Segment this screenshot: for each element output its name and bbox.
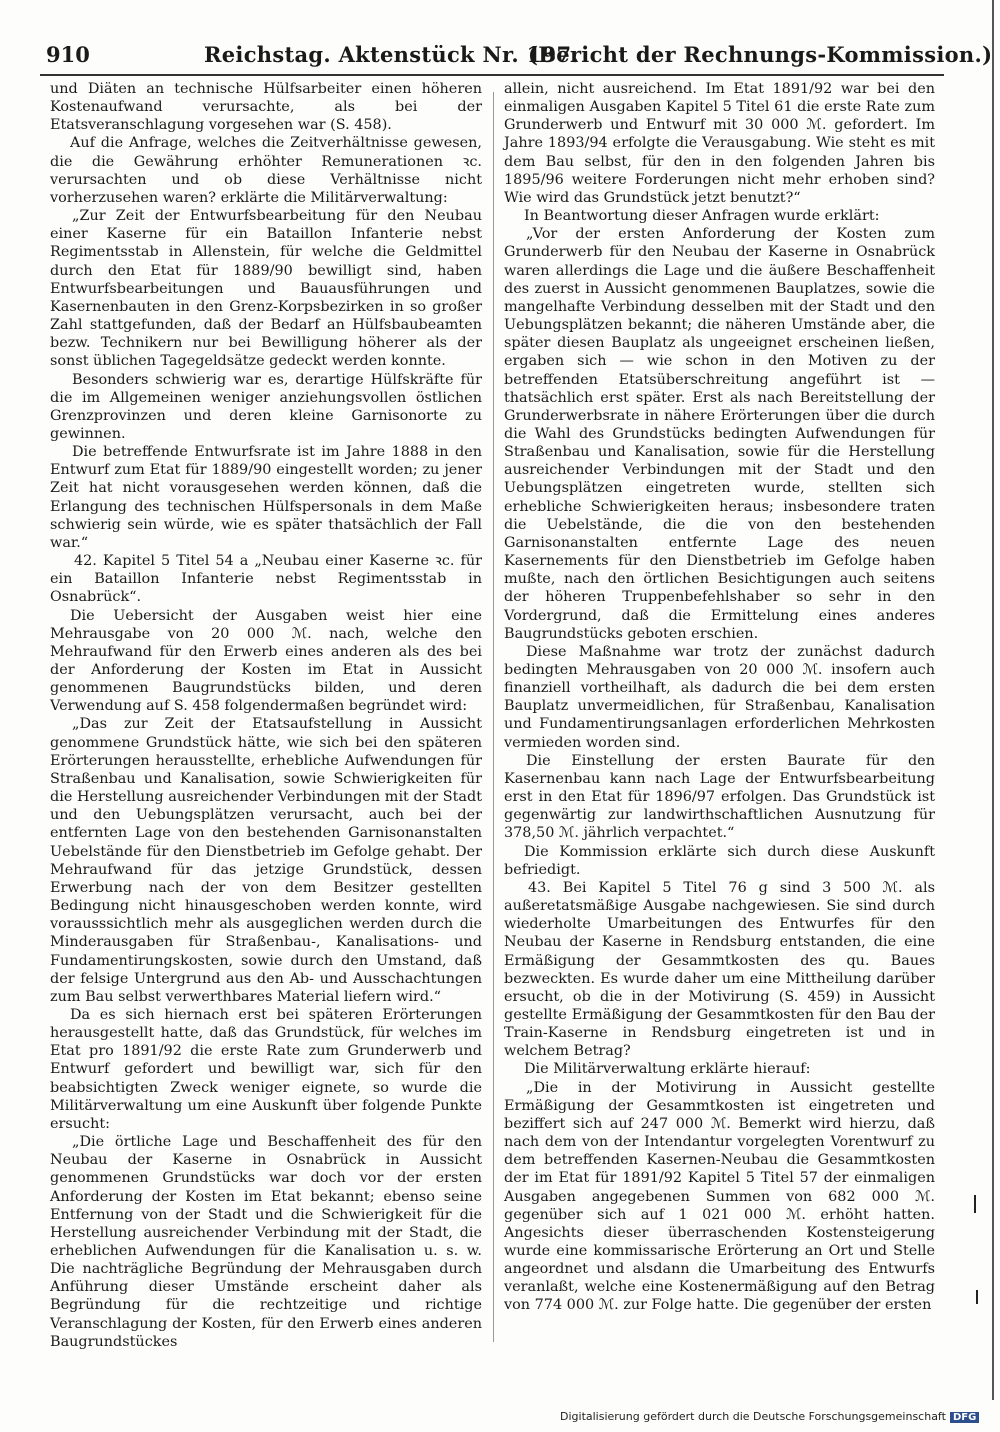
paragraph: Da es sich hiernach erst bei späteren Erörterungen herausgestellt hatte, daß das Grundstück, für welches im Etat pro 1891/92 die erste Rate zum Grunderwerb und Entwurf gefordert und bewilligt war, sich für den beabsichtigten Zweck weniger eignete, so wurde die Militärverwaltung um eine Auskunft über folgende Punkte ersucht: <box>50 1006 482 1132</box>
right-column <box>504 80 935 1315</box>
quote-paragraph: Besonders schwierig war es, derartige Hülfskräfte für die im Allgemeinen weniger anziehungsvollen östlichen Grenzprovinzen und deren kleine Garnisonorte zu gewinnen. <box>50 371 482 442</box>
footer-text: Digitalisierung gefördert durch die Deutsche Forschungsgemeinschaft <box>560 1410 946 1423</box>
paragraph: In Beantwortung dieser Anfragen wurde erklärt: <box>524 208 880 225</box>
left-column <box>50 80 482 1351</box>
section-heading: 42. Kapitel 5 Titel 54 a „Neubau einer Kaserne ꝛc. für ein Bataillon Infanterie nebst Regimentsstab in Osnabrück“. <box>50 553 482 606</box>
quote-paragraph: Die betreffende Entwurfsrate ist im Jahre 1888 in den Entwurf zum Etat für 1889/90 eingestellt worden; zu jener Zeit hat nicht vorausgesehen werden können, daß die Erlangung des technischen Hülfspersonals in dem Maße schwierig sein würde, wie es später thatsächlich der Fall war.“ <box>50 444 482 551</box>
header-rule <box>40 74 944 76</box>
paragraph: Die Uebersicht der Ausgaben weist hier eine Mehrausgabe von 20 000 ℳ. nach, welche den Mehraufwand für den Erwerb eines anderen als des bei der Anforderung der Kosten im Etat in Aussicht genommenen Baugrundstücks bilden, und deren Verwendung auf S. 458 folgendermaßen begründet wird: <box>50 607 482 715</box>
header-title: Reichstag. Aktenstück Nr. 197. <box>204 42 579 67</box>
page-edge <box>992 0 994 1400</box>
page-header <box>44 40 993 74</box>
footer <box>560 1410 990 1428</box>
quote-paragraph: „Zur Zeit der Entwurfsbearbeitung für den Neubau einer Kaserne für ein Bataillon Infanterie nebst Regimentsstab in Allenstein, für welche die Geldmittel durch den Etat für 1889/90 bewilligt sind, haben Entwurfsbearbeitungen und Bauausführungen und Kasernenbauten in den Grenz-Korpsbezirken in so großer Zahl stattgefunden, daß der Bedarf an Hülfsbaubeamten bezw. Technikern nur bei Bewilligung höherer als der sonst üblichen Tagegeldsätze gedeckt werden konnte. <box>50 208 482 370</box>
header-subtitle: (Bericht der Rechnungs-Kommission.) <box>528 42 993 67</box>
margin-mark <box>976 1290 978 1304</box>
paragraph: Die Kommission erklärte sich durch diese Auskunft befriedigt. <box>504 843 935 878</box>
section-heading: 43. Bei Kapitel 5 Titel 76 g sind 3 500 ℳ. als außeretatsmäßige Ausgabe nachgewiesen. Sie sind durch wiederholte Umarbeitungen des Entwurfes für den Neubau der Kaserne in Rendsburg entstanden, die eine Ermäßigung der Gesammtkosten des qu. Baues bezweckten. Es wurde daher um eine Mittheilung darüber ersucht, ob die in der Motivirung (S. 459) in Aussicht gestellte Ermäßigung der Gesammtkosten für den Bau der Train-Kaserne in Rendsburg eingetreten ist und in welchem Betrag? <box>504 879 935 1060</box>
quote-paragraph: „Vor der ersten Anforderung der Kosten zum Grunderwerb für den Neubau der Kaserne in Osnabrück waren allerdings die Lage und die äußere Beschaffenheit des zuerst in Aussicht genommenen Bauplatzes, sowie die mangelhafte Verbindung desselben mit der Stadt und den Uebungsplätzen bekannt; die näheren Umstände aber, die später diesen Bauplatz als ungeeignet erscheinen ließen, ergaben sich — wie schon in den Motiven zu der betreffenden Etatsüberschreitung angeführt ist — thatsächlich erst später. Erst als nach Bereitstellung der Grunderwerbsrate in nähere Erörterungen über die durch die Wahl des Grundstücks bedingten Aufwendungen für Straßenbau und Kanalisation, sowie für die Herstellung ausreichender Verbindungen mit der Stadt und den Uebungsplätzen eingetreten wurde, stellten sich erhebliche Schwierigkeiten heraus; insbesondere traten die Uebelstände, die die von den bestehenden Garnisonanstalten entfernte Lage des neuen Kasernements für den Dienstbetrieb im Gefolge haben mußte, nach den örtlichen Besichtigungen auch seitens der höheren Truppenbefehlshaber so sehr in den Vordergrund, daß die Ermittelung eines anderes Baugrundstücks geboten erschien. <box>504 226 935 642</box>
quote-paragraph: „Das zur Zeit der Etatsaufstellung in Aussicht genommene Grundstück hätte, wie sich bei den späteren Erörterungen herausstellte, erhebliche Aufwendungen für Straßenbau und Kanalisation, sowie Schwierigkeiten für die Herstellung ausreichender Verbindungen mit der Stadt und den Uebungsplätzen verursacht, auch bei der entfernten Lage von den bestehenden Garnisonanstalten Uebelstände für den Dienstbetrieb im Gefolge gehabt. Der Mehraufwand für das jetzige Grundstück, dessen Erwerbung nach der von dem Besitzer gestellten Bedingung nicht hinausgeschoben werden konnte, wird vorausssichtlich mehr als ausgeglichen werden durch die Minderausgaben für Straßenbau-, Kanalisations- und Fundamentirungskosten, sowie durch den Umstand, daß der felsige Untergrund aus den Ab- und Ausschachtungen zum Bau selbst verwerthbares Material liefern wird.“ <box>50 716 482 1005</box>
dfg-logo: DFG <box>950 1412 979 1423</box>
quote-paragraph: Die Einstellung der ersten Baurate für den Kasernenbau kann nach Lage der Entwurfsbearbeitung erst in den Etat für 1896/97 erfolgen. Das Grundstück ist gegenwärtig zur landwirthschaftlichen Ausnutzung für 378,50 ℳ. jährlich verpachtet.“ <box>504 752 935 842</box>
quote-paragraph: Diese Maßnahme war trotz der zunächst dadurch bedingten Mehrausgaben von 20 000 ℳ. insofern auch finanziell vortheilhaft, als dadurch die bei dem ersten Bauplatz unvermeidlichen, für Straßenbau, Kanalisation und Fundamentirungsanlagen erforderlichen Mehrkosten vermieden worden sind. <box>504 643 935 751</box>
quote-paragraph: „Die örtliche Lage und Beschaffenheit des für den Neubau der Kaserne in Osnabrück in Aussicht genommenen Grundstücks war doch vor der ersten Anforderung der Kosten im Etat bekannt; ebenso seine Entfernung von der Stadt und die Schwierigkeit für die Herstellung ausreichender Verbindung mit der Stadt, die erheblichen Aufwendungen für die Kanalisation u. s. w. Die nachträgliche Begründung der Mehrausgaben durch Anführung dieser Umstände erscheint daher als Begründung für die rechtzeitige und richtige Veranschlagung der Kosten, für den Erwerb eines anderen Baugrundstückes <box>50 1134 482 1350</box>
paragraph: und Diäten an technische Hülfsarbeiter einen höheren Kostenaufwand verursachte, als bei der Etatsveranschlagung vorgesehen war (S. 458). <box>50 81 482 134</box>
paragraph: Die Militärverwaltung erklärte hierauf: <box>524 1061 811 1078</box>
margin-mark <box>974 1195 976 1213</box>
column-divider <box>493 92 494 1342</box>
page-number: 910 <box>46 42 90 67</box>
paragraph: allein, nicht ausreichend. Im Etat 1891/92 war bei den einmaligen Ausgaben Kapitel 5 Titel 61 die erste Rate zum Grunderwerb und Entwurf mit 30 000 ℳ. gefordert. Im Jahre 1893/94 erfolgte die Verausgabung. Wie steht es mit dem Bau selbst, für den in den folgenden Jahren bis 1895/96 weitere Forderungen nicht mehr erhoben sind? Wie wird das Grundstück jetzt benutzt?“ <box>504 81 935 206</box>
quote-paragraph: „Die in der Motivirung in Aussicht gestellte Ermäßigung der Gesammtkosten ist eingetreten und beziffert sich auf 247 000 ℳ. Bemerkt wird hierzu, daß nach dem von der Intendantur vorgelegten Vorentwurf zu dem betreffenden Kasernen-Neubau die Gesammtkosten der im Etat für 1891/92 Kapitel 5 Titel 57 der einmaligen Ausgaben angegebenen Summen von 682 000 ℳ. gegenüber sich auf 1 021 000 ℳ. erhöht hatten. Angesichts dieser überraschenden Kostensteigerung wurde eine kommissarische Erörterung an Ort und Stelle angeordnet und alsdann die Umarbeitung des Entwurfs veranlaßt, welche eine Kostenermäßigung auf den Betrag von 774 000 ℳ. zur Folge hatte. Die gegenüber der ersten <box>504 1079 935 1314</box>
paragraph: Auf die Anfrage, welches die Zeitverhältnisse gewesen, die die Gewährung erhöhter Remunerationen ꝛc. verursachten und ob diese Verhältnisse nicht vorherzusehen waren? erklärte die Militärverwaltung: <box>50 135 482 206</box>
